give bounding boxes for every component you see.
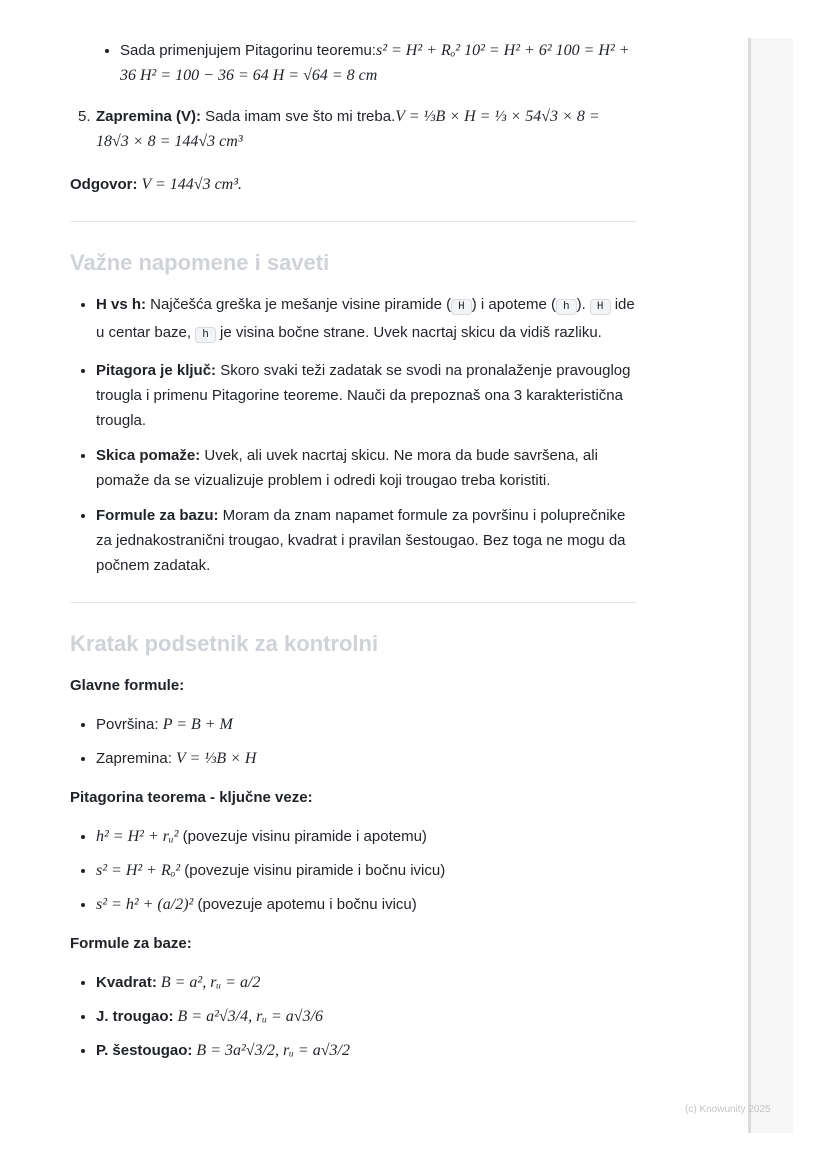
list-item bbox=[96, 746, 636, 771]
list-item bbox=[96, 892, 636, 917]
text: Skoro svaki teži zadatak se svodi na pronalaženje pravouglog trougla i primenu Pitagorine teoreme. Nauči da prepoznaš ona 3 karakteristična trougla. bbox=[96, 362, 631, 429]
item-label: Kvadrat: bbox=[96, 974, 157, 991]
math-formula: V = ⅓B × H bbox=[176, 750, 257, 767]
math-formula: s² = H² + Rₒ² 10² = H² + 6² 100 = H² + 36 H² = 100 − 36 = 64 H = √64 = 8 cm bbox=[120, 42, 630, 84]
step-5 bbox=[70, 104, 636, 154]
text: ). bbox=[576, 296, 586, 313]
bases-list bbox=[70, 970, 636, 1063]
subheading: Pitagorina teorema - ključne veze: bbox=[70, 789, 313, 806]
math-formula: s² = h² + (a/2)² bbox=[96, 896, 194, 913]
list-item bbox=[96, 1004, 636, 1029]
list-item bbox=[96, 970, 636, 995]
text: (povezuje visinu piramide i bočnu ivicu) bbox=[180, 862, 446, 879]
text: Zapremina: bbox=[96, 750, 177, 767]
divider bbox=[70, 602, 636, 603]
step-text: Sada primenjujem Pitagorinu teoremu: bbox=[120, 42, 376, 59]
section-heading: Kratak podsetnik za kontrolni bbox=[70, 631, 379, 656]
list-item bbox=[96, 503, 636, 578]
section-heading: Važne napomene i saveti bbox=[70, 250, 330, 275]
subheading: Glavne formule: bbox=[70, 677, 185, 694]
math-formula: B = a², rᵤ = a/2 bbox=[156, 974, 261, 991]
code-badge: H bbox=[451, 299, 472, 315]
item-label: P. šestougao: bbox=[96, 1042, 193, 1059]
step-text: Sada imam sve što mi treba. bbox=[201, 108, 396, 125]
math-formula: V = ⅓B × H = ⅓ × 54√3 × 8 = 18√3 × 8 = 144√3 cm³ bbox=[96, 108, 600, 150]
math-formula: s² = H² + Rₒ² bbox=[96, 862, 181, 879]
footer-copyright: (c) Knowunity 2025 bbox=[685, 1104, 771, 1115]
math-formula: V = 144√3 cm³. bbox=[137, 176, 243, 193]
list-item bbox=[96, 358, 636, 433]
list-item bbox=[96, 858, 636, 883]
list-item bbox=[120, 38, 636, 88]
step-number: 5. bbox=[78, 108, 91, 125]
text: ide u centar baze, bbox=[96, 296, 635, 341]
divider bbox=[70, 221, 636, 222]
math-formula: P = B + M bbox=[162, 716, 233, 733]
math-formula: B = a²√3/4, rᵤ = a√3/6 bbox=[173, 1008, 324, 1025]
list-item bbox=[96, 292, 636, 348]
text: (povezuje apotemu i bočnu ivicu) bbox=[193, 896, 417, 913]
item-label: Formule za bazu: bbox=[96, 507, 219, 524]
item-label: H vs h: bbox=[96, 296, 147, 313]
text: Najčešća greška je mešanje visine piramide ( bbox=[146, 296, 452, 313]
text: Površina: bbox=[96, 716, 163, 733]
answer-label: Odgovor: bbox=[70, 176, 138, 193]
document-body bbox=[70, 38, 636, 1072]
text: (povezuje visinu piramide i apotemu) bbox=[178, 828, 427, 845]
code-badge: h bbox=[195, 327, 216, 343]
text: Moram da znam napamet formule za površinu i poluprečnike za jednakostranični trougao, kvadrat i pravilan šestougao. Bez toga ne mogu da počnem zadatak. bbox=[96, 507, 626, 574]
math-formula: B = 3a²√3/2, rᵤ = a√3/2 bbox=[192, 1042, 350, 1059]
step4-list bbox=[70, 38, 636, 88]
code-badge: h bbox=[556, 299, 577, 315]
text: ) i apoteme ( bbox=[471, 296, 556, 313]
list-item bbox=[96, 824, 636, 849]
list-item bbox=[96, 1038, 636, 1063]
list-item bbox=[96, 443, 636, 493]
subheading: Formule za baze: bbox=[70, 935, 192, 952]
item-label: J. trougao: bbox=[96, 1008, 174, 1025]
notes-list bbox=[70, 292, 636, 578]
text: je visina bočne strane. Uvek nacrtaj skicu da vidiš razliku. bbox=[215, 324, 602, 341]
list-item bbox=[96, 712, 636, 737]
item-label: Skica pomaže: bbox=[96, 447, 201, 464]
step-label: Zapremina (V): bbox=[96, 108, 202, 125]
pythagoras-list bbox=[70, 824, 636, 917]
code-badge: H bbox=[590, 299, 611, 315]
text: Uvek, ali uvek nacrtaj skicu. Ne mora da bude savršena, ali pomaže da se vizualizuje problem i odredi koji trougao treba koristiti. bbox=[96, 447, 598, 489]
math-formula: h² = H² + rᵤ² bbox=[96, 828, 179, 845]
item-label: Pitagora je ključ: bbox=[96, 362, 217, 379]
side-scroll-strip bbox=[748, 38, 793, 1133]
main-formulas-list bbox=[70, 712, 636, 771]
answer bbox=[70, 172, 636, 197]
